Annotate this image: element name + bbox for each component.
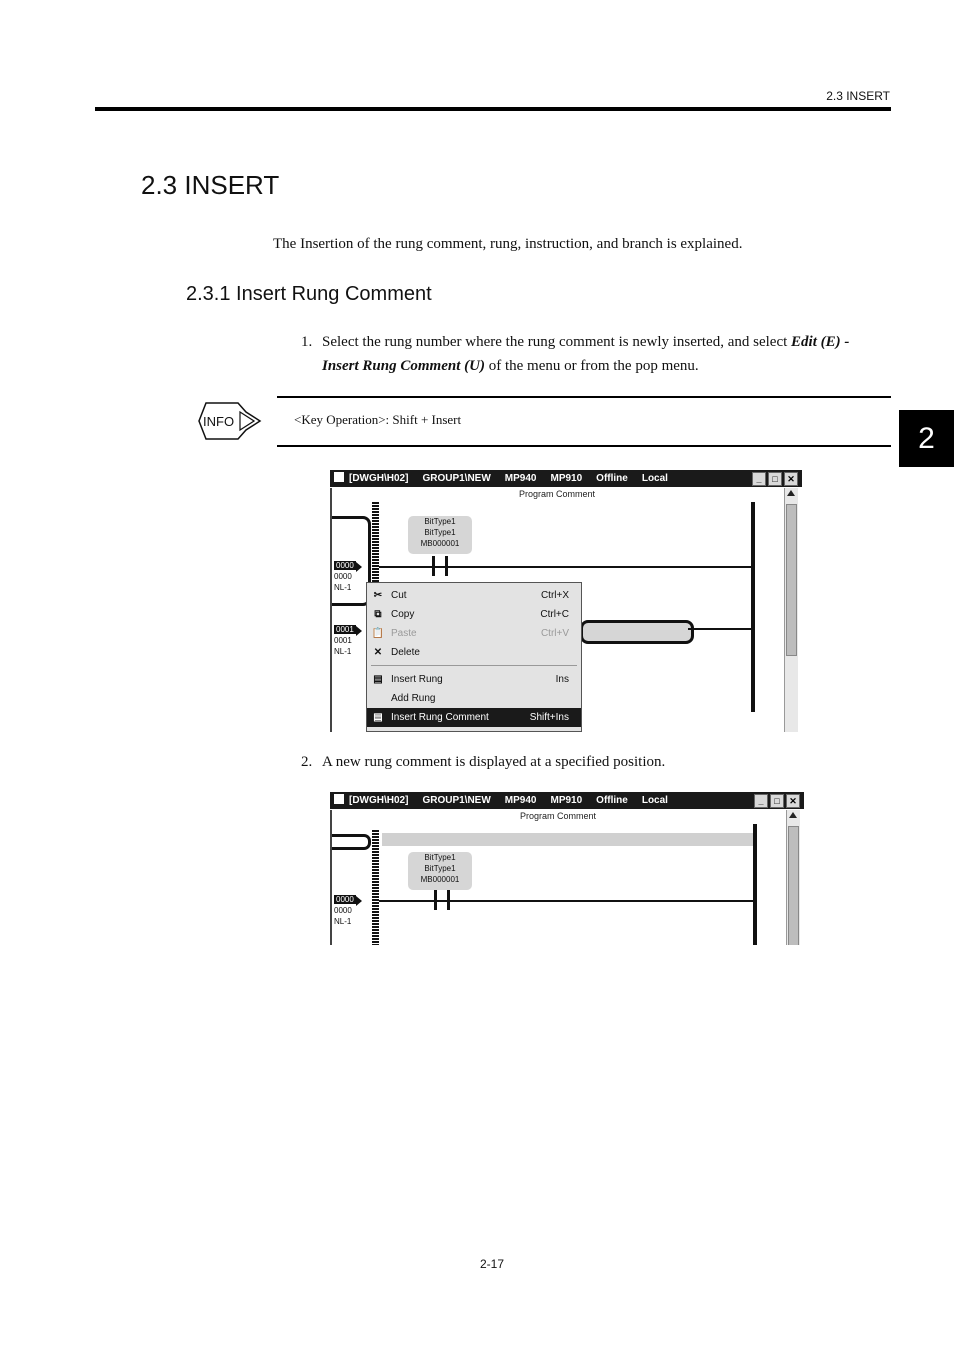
right-power-rail (751, 502, 755, 712)
contact-symbol (434, 890, 450, 910)
screenshot-context-menu (330, 470, 802, 732)
menu-item-copy[interactable]: ⧉ Copy Ctrl+C (367, 605, 581, 624)
menu-item-cut[interactable]: ✂ Cut Ctrl+X (367, 586, 581, 605)
program-comment-caption: Program Comment (518, 489, 596, 499)
delete-icon: ✕ (373, 647, 383, 658)
left-power-rail (372, 830, 379, 945)
menu-path-edit: Edit (E) - (791, 334, 850, 350)
maximize-icon[interactable]: □ (770, 794, 784, 808)
paste-icon: 📋 (371, 628, 385, 639)
step-text: A new rung comment is displayed at a specified position. (322, 754, 666, 770)
vertical-scrollbar[interactable] (784, 488, 798, 732)
window-title-bar: [DWGH\H02] GROUP1\NEW MP940 MP910 Offline Local _ □ ✕ (330, 470, 802, 487)
menu-item-paste[interactable]: 📋 Paste Ctrl+V (367, 624, 581, 643)
rung-0-tag[interactable]: 0000 0000 NL-1 (334, 895, 354, 926)
copy-icon: ⧉ (374, 609, 382, 620)
system-menu-icon[interactable] (334, 472, 344, 482)
coil-label-box: BitType1 BitType1 MB000001 (408, 852, 472, 890)
new-rung-comment-bar (382, 833, 754, 846)
rung-1-element (580, 620, 694, 644)
scissors-icon: ✂ (373, 590, 383, 601)
info-icon-label: INFO (203, 414, 235, 429)
screenshot-result (330, 792, 804, 945)
rung-1-line (688, 628, 751, 630)
rung-1-tag[interactable]: 0001 0001 NL-1 (334, 625, 354, 656)
step-number: 1. (301, 334, 313, 350)
key-operation-text: <Key Operation>: Shift + Insert (294, 412, 462, 427)
step-number: 2. (301, 754, 313, 770)
intro-paragraph: The Insertion of the rung comment, rung, instruction, and branch is explained. (273, 236, 743, 252)
chapter-tab: 2 (899, 410, 954, 467)
rung-0-tag[interactable]: 0000 0000 NL-1 (334, 561, 354, 592)
close-icon[interactable]: ✕ (784, 472, 798, 486)
system-menu-icon[interactable] (334, 794, 344, 804)
maximize-icon[interactable]: □ (768, 472, 782, 486)
minimize-icon[interactable]: _ (754, 794, 768, 808)
running-header: 2.3 INSERT (826, 89, 890, 103)
coil-label-box: BitType1 BitType1 MB000001 (408, 516, 472, 554)
program-comment-caption: Program Comment (519, 811, 597, 821)
step-1 (301, 330, 891, 378)
step-text: Select the rung number where the rung comment is newly inserted, and select (322, 334, 792, 350)
menu-item-insert-rung[interactable]: ▤ Insert Rung Ins (367, 670, 581, 689)
menu-path-insert-rung-comment: Insert Rung Comment (U) (322, 358, 485, 374)
context-menu (366, 582, 582, 732)
page-title: 2.3 INSERT (141, 170, 280, 200)
scroll-up-icon[interactable] (787, 490, 795, 496)
info-rule-top (277, 396, 891, 398)
vertical-scrollbar[interactable] (786, 810, 800, 945)
right-power-rail (753, 824, 757, 945)
page-number: 2-17 (480, 1257, 505, 1271)
close-icon[interactable]: ✕ (786, 794, 800, 808)
info-icon (198, 402, 262, 445)
scroll-up-icon[interactable] (789, 812, 797, 818)
contact-symbol (432, 556, 448, 576)
subsection-title: 2.3.1 Insert Rung Comment (186, 283, 432, 305)
new-rung-comment-marker (332, 834, 371, 850)
header-rule (95, 107, 891, 111)
step-text-tail: of the menu or from the pop menu. (484, 358, 699, 374)
minimize-icon[interactable]: _ (752, 472, 766, 486)
info-rule-bottom (277, 445, 891, 447)
menu-item-add-rung[interactable]: Add Rung (391, 693, 436, 704)
insert-rung-icon: ▤ (373, 674, 383, 685)
step-2 (301, 750, 665, 774)
menu-item-delete[interactable]: ✕ Delete (367, 643, 581, 662)
insert-comment-icon: ▤ (373, 712, 383, 723)
menu-item-insert-rung-comment[interactable]: ▤ Insert Rung Comment Shift+Ins (367, 708, 581, 727)
window-title-bar: [DWGH\H02] GROUP1\NEW MP940 MP910 Offline Local _ □ ✕ (330, 792, 804, 809)
